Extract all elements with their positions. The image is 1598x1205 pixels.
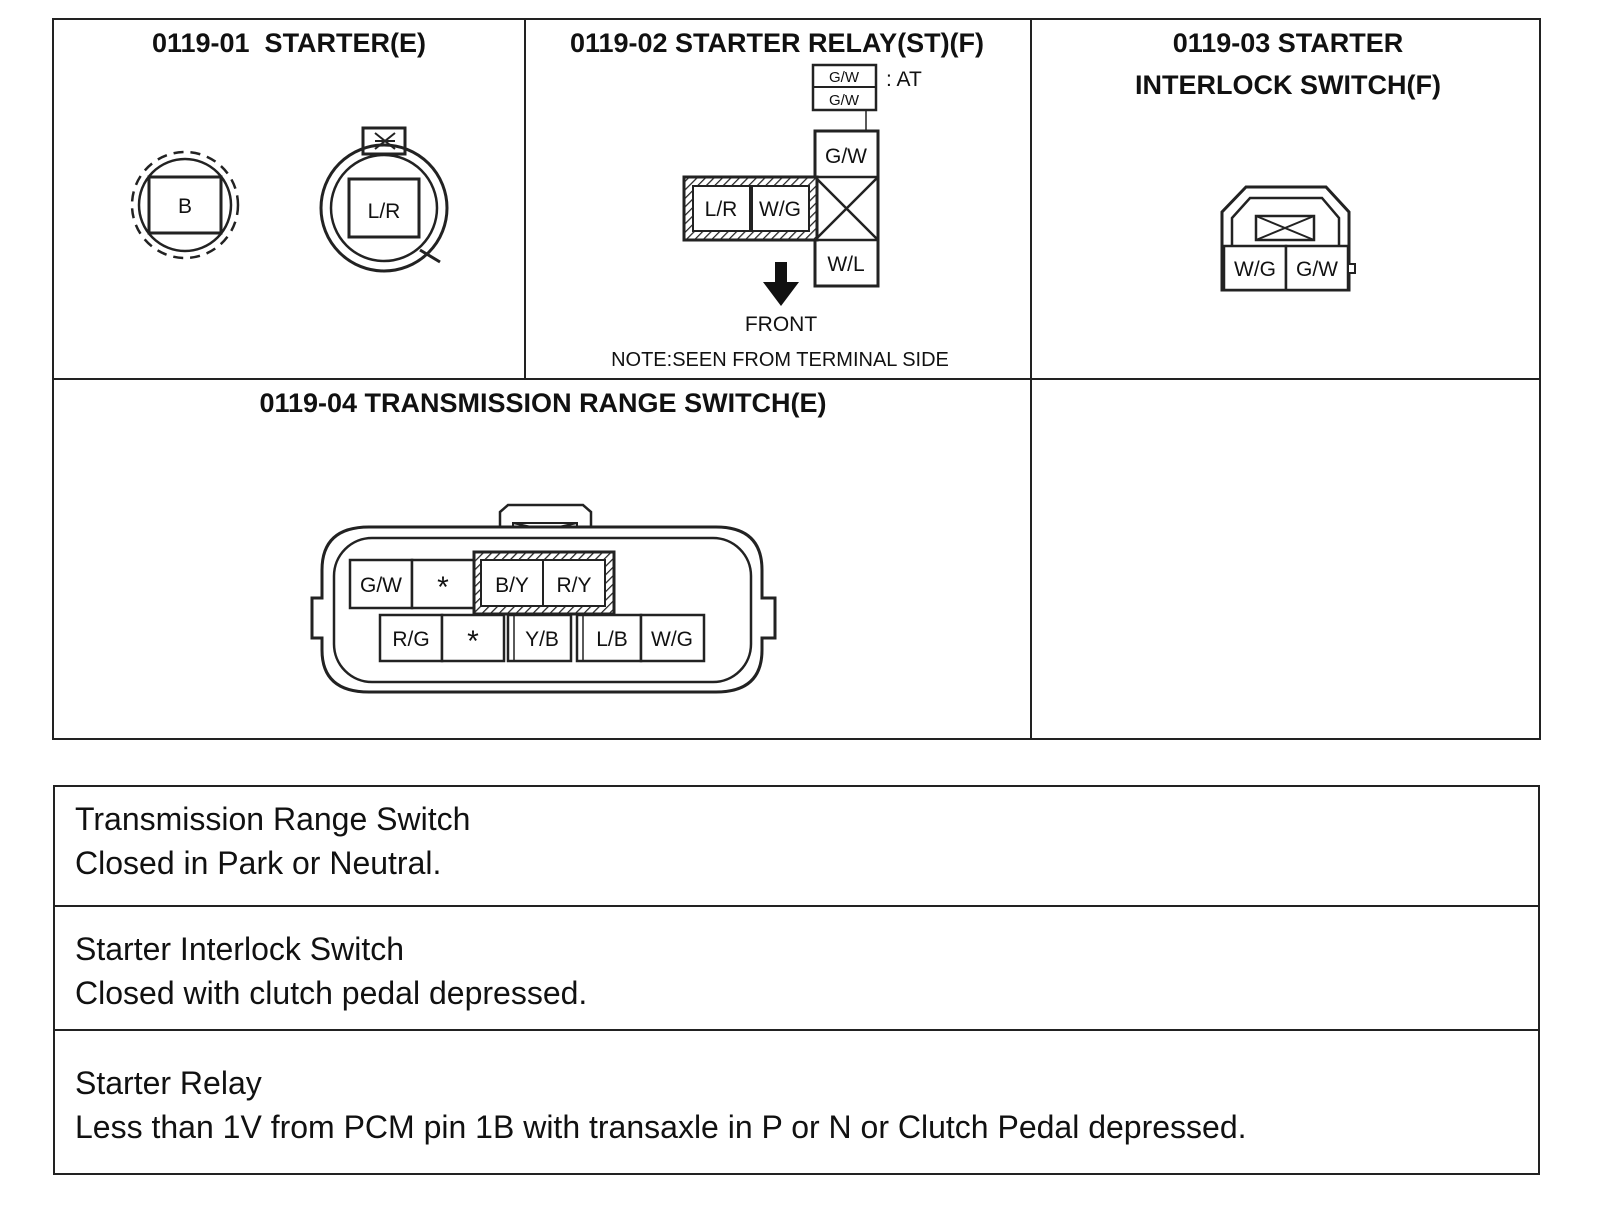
info-text: Less than 1V from PCM pin 1B with transaxle in P or N or Clutch Pedal depressed. xyxy=(75,1109,1247,1145)
pin-label: Y/B xyxy=(525,628,559,651)
connector-0119-01 xyxy=(132,28,447,271)
pin-label: R/G xyxy=(392,628,430,651)
connector-0119-04 xyxy=(259,388,826,692)
info-box-transmission-range-switch xyxy=(53,785,1540,907)
connector-title-line2: INTERLOCK SWITCH(F) xyxy=(1135,70,1441,100)
info-box-starter-interlock-switch xyxy=(53,905,1540,1031)
connector-title-line1: 0119-03 STARTER xyxy=(1172,28,1404,58)
info-text: Closed in Park or Neutral. xyxy=(75,845,442,881)
connector-title: 0119-01 STARTER(E) xyxy=(151,28,427,58)
info-heading: Starter Relay xyxy=(75,1065,262,1101)
front-label: FRONT xyxy=(744,313,818,336)
pin-label: W/L xyxy=(827,253,865,276)
pin-label: L/R xyxy=(704,198,738,221)
unused-pin-icon: * xyxy=(437,571,449,604)
info-heading: Starter Interlock Switch xyxy=(75,931,404,967)
front-arrow-icon xyxy=(763,262,799,306)
info-box-starter-relay xyxy=(53,1029,1540,1175)
terminal-side-note: NOTE:SEEN FROM TERMINAL SIDE xyxy=(611,349,949,371)
at-pin-label: G/W xyxy=(829,69,859,86)
pin-label: B/Y xyxy=(495,574,529,597)
pin-label: L/R xyxy=(367,200,401,223)
unused-pin-icon: * xyxy=(467,625,479,658)
connector-title: 0119-02 STARTER RELAY(ST)(F) xyxy=(569,28,985,58)
pin-label: L/B xyxy=(596,628,628,651)
pin-label: W/G xyxy=(759,198,801,221)
diagram-grid xyxy=(53,19,1540,739)
pin-label: G/W xyxy=(1296,258,1338,281)
pin-label: B xyxy=(177,195,193,218)
pin-label: W/G xyxy=(651,628,693,651)
connector-0119-02 xyxy=(570,28,984,371)
connector-0119-03 xyxy=(1135,28,1441,290)
pin-label: R/Y xyxy=(556,574,592,597)
info-text: Closed with clutch pedal depressed. xyxy=(75,975,588,1011)
at-option-label: : AT xyxy=(886,68,922,91)
pin-label: G/W xyxy=(825,145,867,168)
connector-title: 0119-04 TRANSMISSION RANGE SWITCH(E) xyxy=(259,388,827,418)
pin-label: G/W xyxy=(360,574,402,597)
info-heading: Transmission Range Switch xyxy=(75,801,471,837)
at-pin-label: G/W xyxy=(829,92,859,109)
pin-label: W/G xyxy=(1234,258,1276,281)
